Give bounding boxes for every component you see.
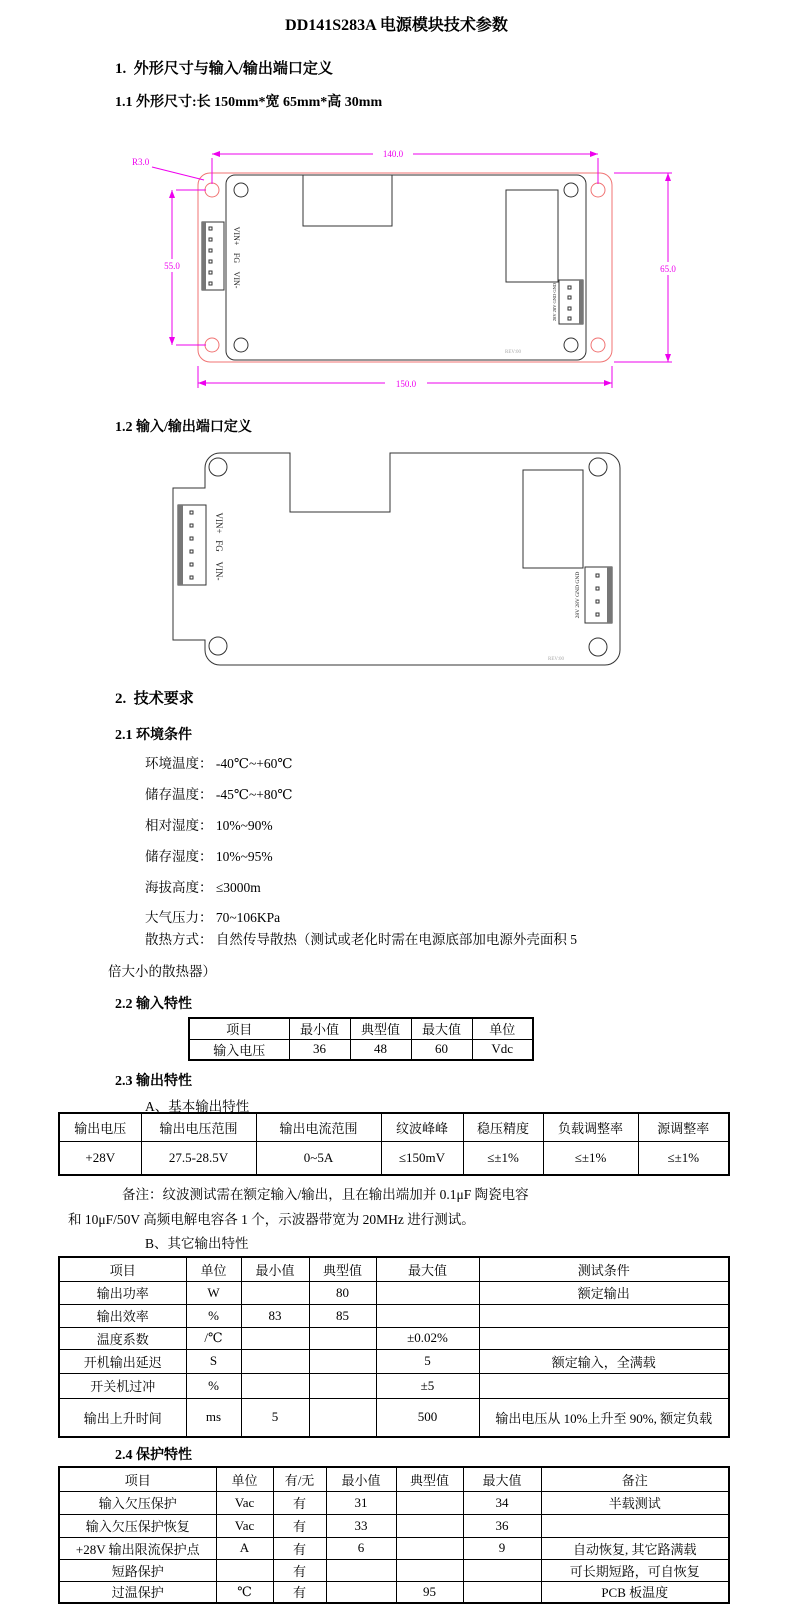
cell: 60 [411, 1039, 472, 1060]
cell [241, 1281, 309, 1304]
dim-55: 55.0 [164, 261, 180, 271]
cell [326, 1581, 396, 1603]
env-item-cooling-cont: 倍大小的散热器） [108, 964, 216, 979]
pin-label-vin-minus: VIN- [232, 271, 241, 289]
output-pin-labels: 28V 28V GND GND [552, 282, 557, 322]
ripple-note-line2: 和 10μF/50V 高频电解电容各 1 个，示波器带宽为 20MHz 进行测试。 [68, 1212, 475, 1227]
cell: 34 [463, 1491, 541, 1514]
col-header: 备注 [541, 1467, 729, 1491]
cell [396, 1514, 463, 1537]
cell [309, 1349, 376, 1373]
subheading-basic-output: A、基本输出特性 [145, 1099, 250, 1114]
heading-1-2-ports: 1.2 输入/输出端口定义 [115, 420, 252, 435]
outline-drawing [0, 140, 793, 402]
pin [190, 550, 193, 553]
col-header: 最小值 [241, 1257, 309, 1281]
cell: S [186, 1349, 241, 1373]
cell: 输入欠压保护恢复 [59, 1514, 216, 1537]
cell [241, 1349, 309, 1373]
env-item-cooling: 散热方式： 自然传导散热（测试或老化时需在电源底部加电源外壳面积 5 [145, 932, 577, 947]
leader-line [152, 167, 204, 180]
ripple-note-line1: 备注：纹波测试需在额定输入/输出，且在输出端加并 0.1μF 陶瓷电容 [122, 1187, 529, 1202]
corner-hole [589, 458, 607, 476]
heading-section2: 2. 技术要求 [115, 691, 194, 707]
cell [541, 1514, 729, 1537]
cell: 36 [463, 1514, 541, 1537]
corner-hole [209, 458, 227, 476]
cell: 27.5-28.5V [141, 1141, 256, 1175]
connector-key [607, 567, 612, 623]
cell: 短路保护 [59, 1559, 216, 1581]
arrow [604, 380, 612, 386]
table-row [59, 1304, 729, 1327]
connector-key [202, 222, 206, 290]
cell: 额定输入，全满载 [479, 1349, 729, 1373]
module-body [226, 175, 586, 360]
cell: ms [186, 1398, 241, 1437]
rev-label: REV:00 [548, 657, 565, 662]
col-header: 负载调整率 [543, 1113, 638, 1141]
cell [309, 1373, 376, 1398]
dim-65: 65.0 [660, 264, 676, 274]
cell [241, 1327, 309, 1349]
mounting-hole [591, 338, 605, 352]
env-item-humidity: 相对湿度： 10%~90% [145, 818, 273, 833]
pin [209, 249, 212, 252]
cell [326, 1559, 396, 1581]
cell: Vac [216, 1514, 273, 1537]
cell: 过温保护 [59, 1581, 216, 1603]
dim-140: 140.0 [382, 149, 404, 159]
cell: % [186, 1373, 241, 1398]
pin [190, 511, 193, 514]
table-row [59, 1349, 729, 1373]
col-header: 最大值 [411, 1018, 472, 1039]
col-header: 输出电流范围 [256, 1113, 381, 1141]
cell [376, 1281, 479, 1304]
connector-key [178, 505, 183, 585]
col-header: 最大值 [376, 1257, 479, 1281]
cell: Vdc [472, 1039, 533, 1060]
cell: 有 [273, 1514, 326, 1537]
pin [596, 587, 599, 590]
cell: +28V [59, 1141, 141, 1175]
cell [216, 1559, 273, 1581]
cell: 开机输出延迟 [59, 1349, 186, 1373]
cell: 33 [326, 1514, 396, 1537]
cell: 输出功率 [59, 1281, 186, 1304]
rev-label: REV:00 [505, 350, 522, 355]
pin [568, 317, 571, 320]
port-drawing [0, 440, 793, 680]
pin [190, 524, 193, 527]
mounting-hole [205, 183, 219, 197]
table-row [189, 1039, 533, 1060]
cell [479, 1304, 729, 1327]
pin [190, 576, 193, 579]
cell [479, 1327, 729, 1349]
cell: Vac [216, 1491, 273, 1514]
arrow [665, 354, 671, 362]
cell: 36 [289, 1039, 350, 1060]
table-row [59, 1398, 729, 1437]
cell: PCB 板温度 [541, 1581, 729, 1603]
pin [190, 537, 193, 540]
cell: 0~5A [256, 1141, 381, 1175]
pin [209, 282, 212, 285]
cell: ℃ [216, 1581, 273, 1603]
arrow [212, 151, 220, 157]
cell [396, 1559, 463, 1581]
arrow [590, 151, 598, 157]
col-header: 测试条件 [479, 1257, 729, 1281]
cell: 有 [273, 1559, 326, 1581]
heading-2-1-environment: 2.1 环境条件 [115, 728, 192, 743]
table-row [59, 1373, 729, 1398]
subheading-other-output: B、其它输出特性 [145, 1236, 249, 1251]
mounting-hole [205, 338, 219, 352]
cell: 有 [273, 1537, 326, 1559]
cell: 500 [376, 1398, 479, 1437]
pcb-outer-frame [198, 173, 612, 362]
arrow [198, 380, 206, 386]
table-header-row [59, 1467, 729, 1491]
cell: ≤150mV [381, 1141, 463, 1175]
dim-r3: R3.0 [132, 157, 150, 167]
cell: ≤±1% [463, 1141, 543, 1175]
inner-hole [234, 338, 248, 352]
cell: A [216, 1537, 273, 1559]
env-item-storage-temp: 储存温度： -45℃~+80℃ [145, 787, 293, 802]
cell: 85 [309, 1304, 376, 1327]
col-header: 典型值 [396, 1467, 463, 1491]
pin [209, 271, 212, 274]
cell: 温度系数 [59, 1327, 186, 1349]
pin [596, 600, 599, 603]
cell: 5 [241, 1398, 309, 1437]
pin [568, 296, 571, 299]
cell [396, 1537, 463, 1559]
pin-label-vin-minus: VIN- [214, 561, 224, 581]
table-row [59, 1514, 729, 1537]
basic-output-table [58, 1112, 730, 1176]
cell: 输入电压 [189, 1039, 289, 1060]
cell [241, 1373, 309, 1398]
pin-label-fg: FG [232, 252, 241, 264]
pin [568, 286, 571, 289]
cell: 自动恢复, 其它路满载 [541, 1537, 729, 1559]
env-item-altitude: 海拔高度： ≤3000m [145, 880, 261, 895]
table-row [59, 1581, 729, 1603]
cell [309, 1398, 376, 1437]
col-header: 纹波峰峰 [381, 1113, 463, 1141]
cell: ±0.02% [376, 1327, 479, 1349]
cell [376, 1304, 479, 1327]
cell: 可长期短路，可自恢复 [541, 1559, 729, 1581]
cell: 80 [309, 1281, 376, 1304]
arrow [665, 173, 671, 181]
col-header: 单位 [472, 1018, 533, 1039]
col-header: 单位 [216, 1467, 273, 1491]
col-header: 输出电压范围 [141, 1113, 256, 1141]
heading-1-1-dimensions: 1.1 外形尺寸:长 150mm*宽 65mm*高 30mm [115, 95, 383, 110]
mounting-hole [591, 183, 605, 197]
col-header: 典型值 [309, 1257, 376, 1281]
pin [209, 238, 212, 241]
cell [396, 1491, 463, 1514]
cell: 9 [463, 1537, 541, 1559]
col-header: 稳压精度 [463, 1113, 543, 1141]
cell: ≤±1% [543, 1141, 638, 1175]
col-header: 最小值 [326, 1467, 396, 1491]
col-header: 项目 [59, 1257, 186, 1281]
table-header-row [189, 1018, 533, 1039]
cell: 有 [273, 1491, 326, 1514]
cell: W [186, 1281, 241, 1304]
inner-hole [564, 338, 578, 352]
cell: 6 [326, 1537, 396, 1559]
cell: 开关机过冲 [59, 1373, 186, 1398]
component-outline [523, 470, 583, 568]
pin-label-fg: FG [214, 540, 224, 552]
inner-hole [564, 183, 578, 197]
heading-2-2-input: 2.2 输入特性 [115, 997, 192, 1012]
col-header: 项目 [59, 1467, 216, 1491]
cell: 半载测试 [541, 1491, 729, 1514]
dim-150: 150.0 [395, 379, 417, 389]
cell: /℃ [186, 1327, 241, 1349]
col-header: 单位 [186, 1257, 241, 1281]
cell: ±5 [376, 1373, 479, 1398]
pin-label-vin-plus: VIN+ [232, 226, 241, 246]
table-row [59, 1141, 729, 1175]
pin [568, 307, 571, 310]
heading-section1: 1. 外形尺寸与输入/输出端口定义 [115, 61, 333, 77]
heading-2-3-output: 2.3 输出特性 [115, 1074, 192, 1089]
protection-table [58, 1466, 730, 1604]
cell: 输出效率 [59, 1304, 186, 1327]
table-row [59, 1537, 729, 1559]
connector-key [579, 280, 583, 324]
corner-hole [589, 638, 607, 656]
pin [596, 574, 599, 577]
env-item-temperature: 环境温度： -40℃~+60℃ [145, 756, 293, 771]
table-row [59, 1491, 729, 1514]
col-header: 典型值 [350, 1018, 411, 1039]
pin [596, 613, 599, 616]
pin [190, 563, 193, 566]
table-row [59, 1559, 729, 1581]
cell [479, 1373, 729, 1398]
arrow [169, 337, 175, 345]
cell [463, 1581, 541, 1603]
cell: ≤±1% [638, 1141, 729, 1175]
env-item-pressure: 大气压力： 70~106KPa [145, 910, 281, 925]
cell: 额定输出 [479, 1281, 729, 1304]
cell [309, 1327, 376, 1349]
cell: 输入欠压保护 [59, 1491, 216, 1514]
cell: 95 [396, 1581, 463, 1603]
inner-hole [234, 183, 248, 197]
table-row [59, 1281, 729, 1304]
input-characteristics-table [188, 1017, 534, 1061]
other-output-table [58, 1256, 730, 1438]
cell: 输出上升时间 [59, 1398, 186, 1437]
pin-label-vin-plus: VIN+ [214, 512, 224, 534]
corner-hole [209, 637, 227, 655]
col-header: 项目 [189, 1018, 289, 1039]
cell: 83 [241, 1304, 309, 1327]
cell: 5 [376, 1349, 479, 1373]
page-title: DD141S283A 电源模块技术参数 [285, 17, 508, 34]
board-outline [173, 453, 620, 665]
cell: 有 [273, 1581, 326, 1603]
env-item-storage-humidity: 储存湿度： 10%~95% [145, 849, 273, 864]
cell [463, 1559, 541, 1581]
col-header: 源调整率 [638, 1113, 729, 1141]
component-outline [303, 175, 392, 226]
output-pin-labels: 28V 28V GND GND [575, 571, 581, 619]
col-header: 有/无 [273, 1467, 326, 1491]
col-header: 最小值 [289, 1018, 350, 1039]
component-outline [506, 190, 558, 282]
table-header-row [59, 1257, 729, 1281]
cell: +28V 输出限流保护点 [59, 1537, 216, 1559]
heading-2-4-protection: 2.4 保护特性 [115, 1448, 192, 1463]
col-header: 输出电压 [59, 1113, 141, 1141]
table-header-row [59, 1113, 729, 1141]
pin [209, 260, 212, 263]
cell: 输出电压从 10%上升至 90%, 额定负载 [479, 1398, 729, 1437]
cell: 31 [326, 1491, 396, 1514]
table-row [59, 1327, 729, 1349]
arrow [169, 190, 175, 198]
cell: 48 [350, 1039, 411, 1060]
pin [209, 227, 212, 230]
col-header: 最大值 [463, 1467, 541, 1491]
cell: % [186, 1304, 241, 1327]
